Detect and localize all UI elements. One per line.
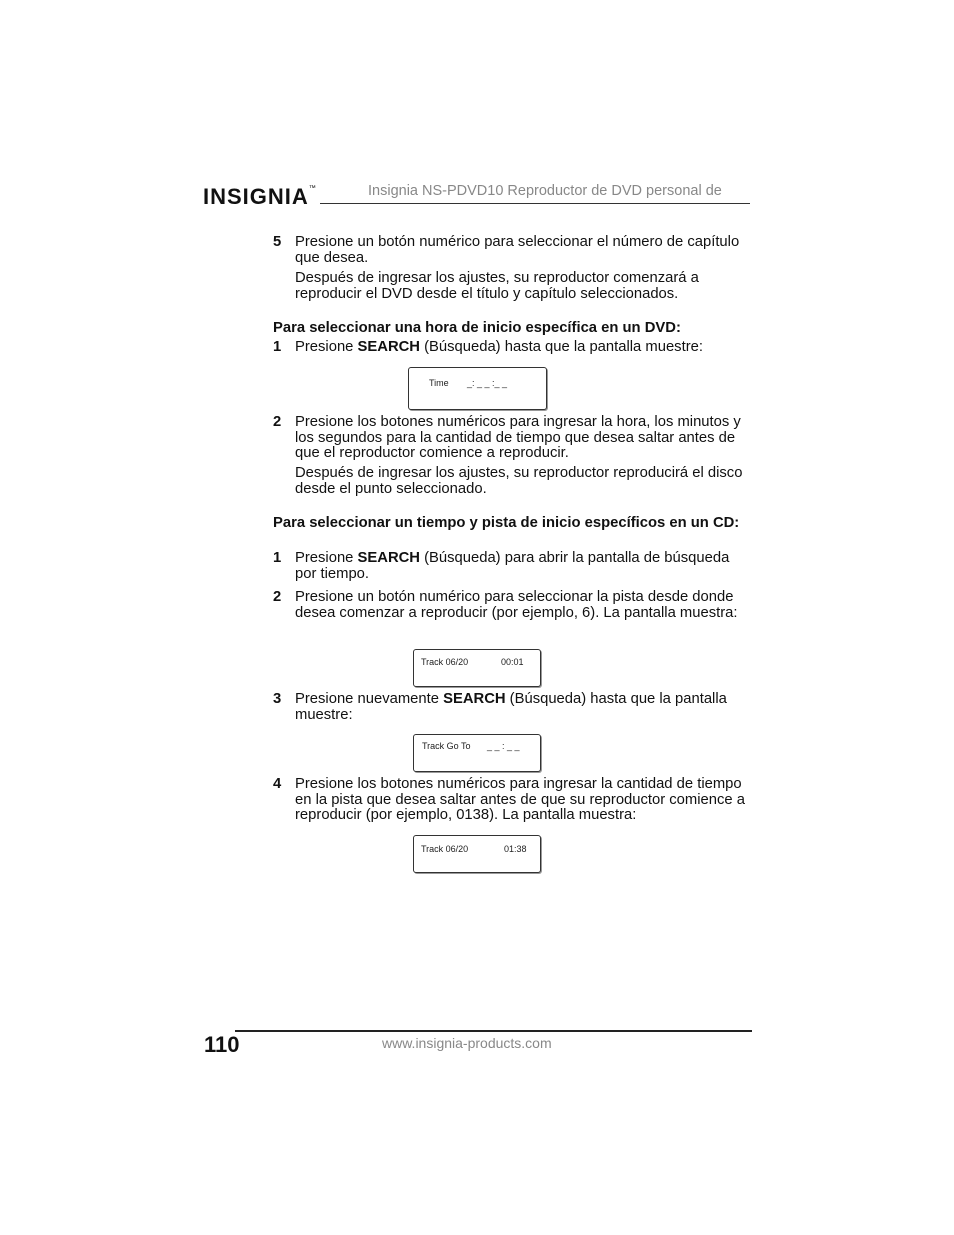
step-text: Presione nuevamente SEARCH (Búsqueda) hasta que la pantalla muestre: [295,691,727,723]
screen-label: Track 06/20 [421,844,469,854]
step-text: Presione SEARCH (Búsqueda) para abrir la pantalla de búsqueda por tiempo. [295,550,730,582]
page-number: 110 [204,1032,240,1057]
screen-label: Track 06/20 [421,657,469,667]
step-2-result: Después de ingresar los ajustes, su reproductor reproducirá el disco desde el punto seleccionado. [295,465,743,497]
step-number: 1 [273,550,282,566]
screen-value: 01:38 [504,844,527,854]
step-number: 2 [273,414,282,430]
screen-value: 00:01 [501,657,524,667]
step-2-cd [273,590,748,621]
screen-value: _: _ _ :_ _ [467,378,508,388]
step-5 [273,235,748,266]
step-text: Presione un botón numérico para seleccionar la pista desde donde desea comenzar a reproducir (por ejemplo, 6). La pantalla muestra: [295,589,738,621]
header-title: Insignia NS-PDVD10 Reproductor de DVD personal de [368,183,722,199]
step-text: Presione los botones numéricos para ingresar la cantidad de tiempo en la pista que desea saltar antes de que su reproductor comience a reproducir (por ejemplo, 0138). La pantalla muestra: [295,776,745,824]
step-text: Presione un botón numérico para seleccionar el número de capítulo que desea. [295,234,740,266]
insignia-logo: INSIGNIA™ [203,184,317,209]
display-screen-time [408,367,547,410]
step-number: 3 [273,691,282,707]
footer-url: www.insignia-products.com [382,1035,552,1051]
step-number: 5 [273,234,282,250]
step-text: Presione los botones numéricos para ingresar la hora, los minutos y los segundos para la cantidad de tiempo que desea saltar antes de que el reproductor comience a reproducir. [295,414,741,462]
step-5-result: Después de ingresar los ajustes, su reproductor comenzará a reproducir el DVD desde el título y capítulo seleccionados. [295,270,699,302]
display-screen-track-result [413,835,541,873]
step-number: 1 [273,339,282,355]
screen-value: _ _ : _ _ [487,741,520,751]
screen-label: Time [429,378,449,388]
step-2-dvd [273,415,748,462]
display-screen-track-go-to [413,734,541,772]
step-1-dvd [273,340,748,356]
step-number: 2 [273,589,282,605]
step-1-cd [273,551,748,582]
display-screen-track [413,649,541,687]
screen-label: Track Go To [422,741,471,751]
section-heading-cd-track: Para seleccionar un tiempo y pista de inicio específicos en un CD: [273,515,740,531]
footer-divider [235,1030,752,1032]
step-4-cd [273,777,748,824]
step-text: Presione SEARCH (Búsqueda) hasta que la pantalla muestre: [295,339,703,355]
header-divider [320,203,750,204]
step-3-cd [273,692,748,723]
section-heading-dvd-time: Para seleccionar una hora de inicio específica en un DVD: [273,320,681,336]
step-number: 4 [273,776,282,792]
